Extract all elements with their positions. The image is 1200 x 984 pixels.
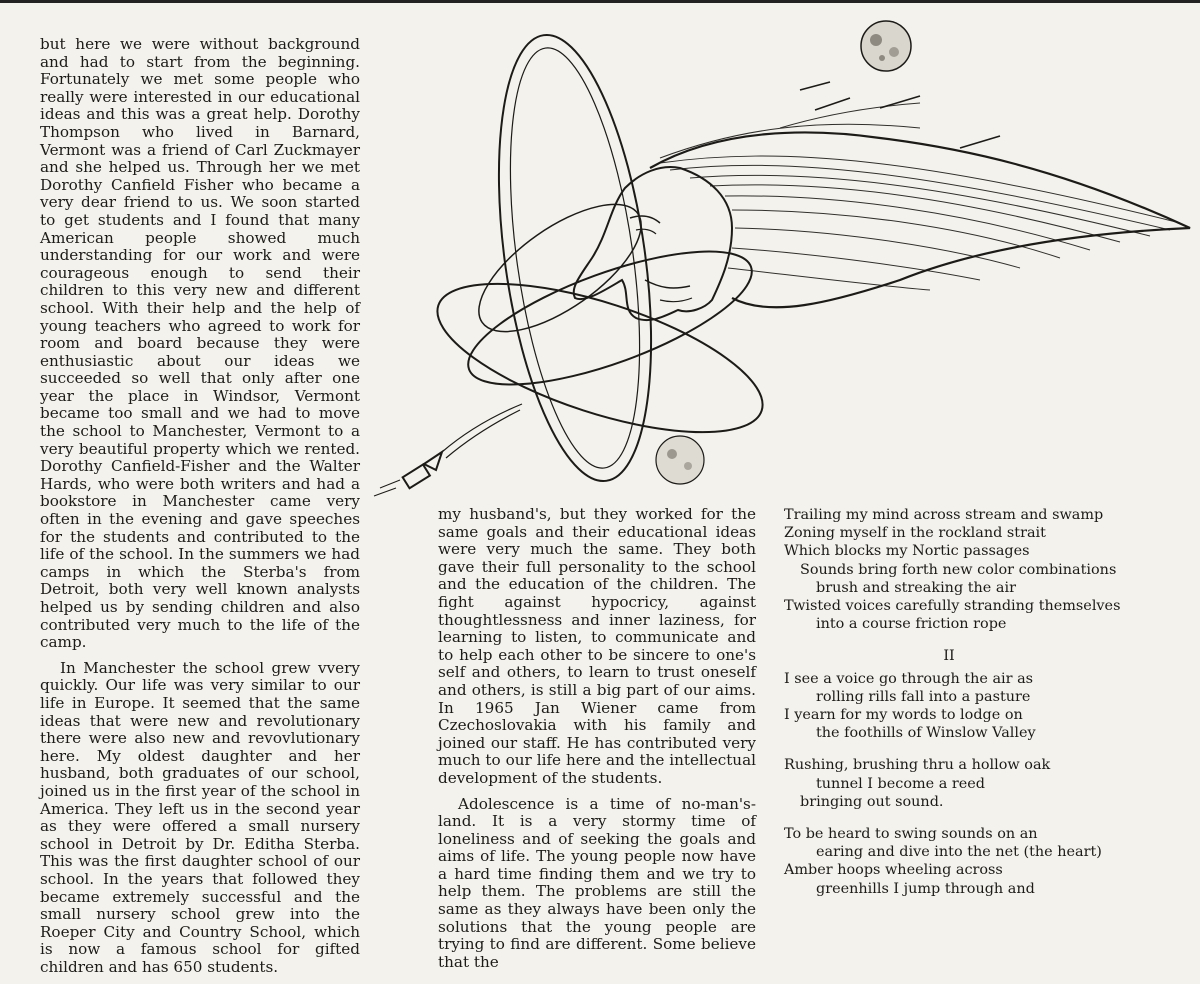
illustration-ring-loop-2 — [454, 224, 767, 411]
poem-line: Sounds bring forth new color combinations — [800, 561, 1117, 578]
illustration-flying-face — [360, 18, 1200, 508]
poem-column — [784, 506, 1121, 912]
illustration-ring-loop-1 — [421, 253, 778, 463]
poem-line: brush and streaking the air — [816, 579, 1016, 596]
poem-line: bringing out sound. — [800, 793, 944, 810]
left-paragraph-1: but here we were without background and had to start from the beginning. Fortunately we met some people who really were interested in our educational ideas and this was a great help. Dorothy Thompson who lived in Barnard, Vermont was a friend of Carl Zuckmayer and she helped us. Through her we met Dorothy Canfield Fisher who became a very dear friend to us. We soon started to get students and I found that many American people showed much understanding for our work and were courageous enough to send their children to this very new and different school. With their help and the help of young teachers who agreed to work for room and board because they were enthusiastic about our ideas we succeeded so well that only after one year the place in Windsor, Vermont became too small and we had to move the school to Manchester, Vermont to a very beautiful property which we rented. Dorothy Canfield-Fisher and the Walter Hards, who were both writers and had a bookstore in Manchester came very often in the evening and gave speeches for the students and contributed to the life of the school. In the summers we had camps in which the Sterba's from Detroit, both very well known analysts helped us by sending children and also contributed very much to the life of the camp. — [40, 35, 360, 652]
poem-line: I yearn for my words to lodge on — [784, 707, 1023, 724]
illustration-ring-tall — [474, 25, 675, 490]
poem-line: Twisted voices carefully stranding themselves — [784, 598, 1121, 615]
poem-line: the foothills of Winslow Valley — [816, 725, 1036, 742]
poem-section-numeral: II — [943, 648, 955, 665]
poem-line: Which blocks my Nortic passages — [784, 543, 1030, 560]
middle-paragraph-1: my husband's, but they worked for the same goals and their educational ideas were very much the same. They both gave their full personality to the school and the education of the children. The fight against hypocricy, against thoughtlessness and inner laziness, for learning to listen, to communicate and to help each other to be sincere to one's self and others, to learn to trust oneself and others, is still a big part of our aims. In 1965 Jan Wiener came from Czechoslovakia with his family and joined our staff. He has contributed very much to our life here and the intellectual development of the students. — [438, 505, 756, 787]
poem-line: Amber hoops wheeling across — [784, 862, 1003, 879]
poem-line: Zoning myself in the rockland strait — [784, 525, 1046, 542]
poem-line: Rushing, brushing thru a hollow oak — [784, 757, 1051, 774]
poem-line: tunnel I become a reed — [816, 775, 986, 792]
poem-line: earing and dive into the net (the heart) — [816, 844, 1102, 861]
illustration-rocket — [374, 404, 522, 496]
poem-line: rolling rills fall into a pasture — [816, 688, 1031, 705]
poem-line: I see a voice go through the air as — [784, 670, 1034, 687]
middle-paragraph-2: Adolescence is a time of no-man's-land. It is a very stormy time of loneliness and of seeking the goals and aims of life. The young people now have a hard time finding them and we try to help them. The problems are still the same as they always have been only the solutions that the young people are trying to find are different. Some believe that the — [438, 794, 756, 971]
poem-line: Trailing my mind across stream and swamp — [784, 507, 1104, 523]
poem-stanza-3 — [784, 756, 1114, 811]
illustration-ring-tall-inner — [488, 40, 662, 476]
page-top-edge — [0, 0, 1200, 3]
illustration-moon-lower — [656, 436, 704, 484]
poem-stanza-1 — [784, 506, 1121, 633]
left-text-column — [40, 36, 360, 984]
illustration-face — [574, 167, 732, 320]
left-paragraph-2: In Manchester the school grew vvery quickly. Our life was very similar to our life in Europe. It seemed that the same ideas that were new and revolutionary there were also new and revovlutionary here. My oldest daughter and her husband, both graduates of our school, joined us in the first year of the school in America. They left us in the second year as they were offered a small nursery school in Detroit by Dr. Editha Sterba. This was the first daughter school of our school. In the years that followed they became extremely successful and the small nursery school grew into the Roeper City and Country School, which is now a famous school for gifted children and has 650 students. — [40, 658, 360, 976]
middle-text-column — [438, 506, 756, 979]
poem-stanza-2 — [784, 670, 1114, 743]
poem-line: To be heard to swing sounds on an — [784, 826, 1038, 843]
poem-line: into a course friction rope — [816, 616, 1007, 633]
illustration-moon-upper — [861, 21, 911, 71]
poem-stanza-4 — [784, 825, 1114, 898]
illustration-ring-loop-3 — [459, 181, 661, 356]
poem-line: greenhills I jump through and — [816, 880, 1035, 897]
